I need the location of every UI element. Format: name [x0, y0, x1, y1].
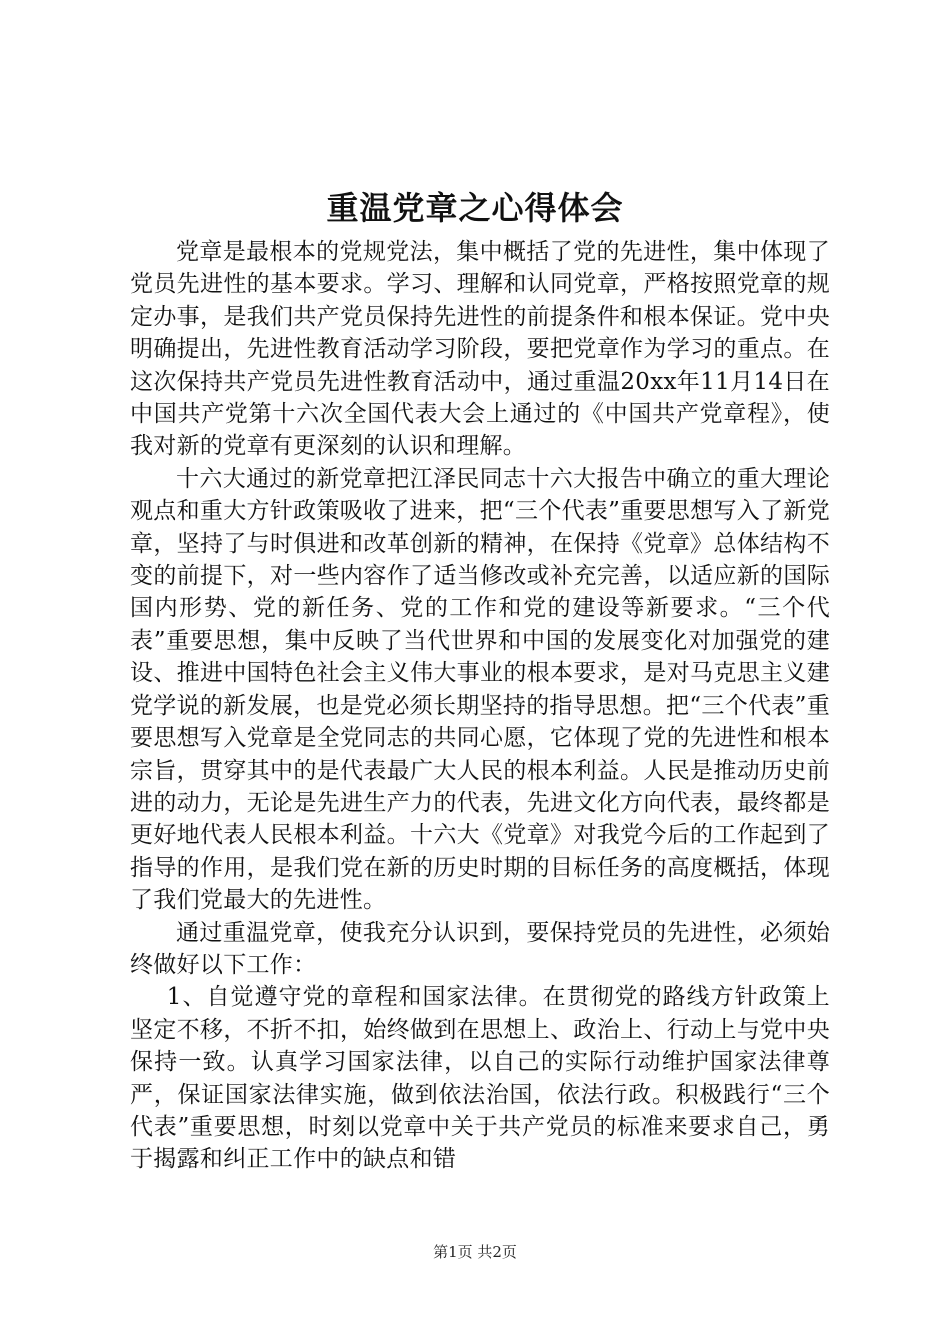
- paragraph-intro: 党章是最根本的党规党法，集中概括了党的先进性，集中体现了党员先进性的基本要求。学习、理解和认同党章，严格按照党章的规定办事，是我们共产党员保持先进性的前提条件和根本保证。党中央明确提出，先进性教育活动学习阶段，要把党章作为学习的重点。在这次保持共产党员先进性教育活动中，通过重温20xx年11月14日在中国共产党第十六次全国代表大会上通过的《中国共产党章程》，使我对新的党章有更深刻的认识和理解。: [130, 239, 830, 460]
- document-title: 重温党章之心得体会: [326, 189, 624, 227]
- page-footer: 第1页 共2页: [433, 1243, 517, 1261]
- paragraph-requirements-lead: 通过重温党章，使我充分认识到，要保持党员的先进性，必须始终做好以下工作：: [130, 919, 830, 978]
- paragraph-item-1: 1、自觉遵守党的章程和国家法律。在贯彻党的路线方针政策上坚定不移，不折不扣，始终做到在思想上、政治上、行动上与党中央保持一致。认真学习国家法律，以自己的实际行动维护国家法律尊严，保证国家法律实施，做到依法治国，依法行政。积极践行“三个代表”重要思想，时刻以党章中关于共产党员的标准来要求自己，勇于揭露和纠正工作中的缺点和错: [130, 984, 830, 1173]
- document-body: [130, 236, 830, 1176]
- paragraph-sixteenth-congress: 十六大通过的新党章把江泽民同志十六大报告中确立的重大理论观点和重大方针政策吸收了进来，把“三个代表”重要思想写入了新党章，坚持了与时俱进和改革创新的精神，在保持《党章》总体结构不变的前提下，对一些内容作了适当修改或补充完善，以适应新的国际国内形势、党的新任务、党的工作和党的建设等新要求。“三个代表”重要思想，集中反映了当代世界和中国的发展变化对加强党的建设、推进中国特色社会主义伟大事业的根本要求，是对马克思主义建党学说的新发展，也是党必须长期坚持的指导思想。把“三个代表”重要思想写入党章是全党同志的共同心愿，它体现了党的先进性和根本宗旨，贯穿其中的是代表最广大人民的根本利益。人民是推动历史前进的动力，无论是先进生产力的代表，先进文化方向代表，最终都是更好地代表人民根本利益。十六大《党章》对我党今后的工作起到了指导的作用，是我们党在新的历史时期的目标任务的高度概括，体现了我们党最大的先进性。: [130, 465, 830, 914]
